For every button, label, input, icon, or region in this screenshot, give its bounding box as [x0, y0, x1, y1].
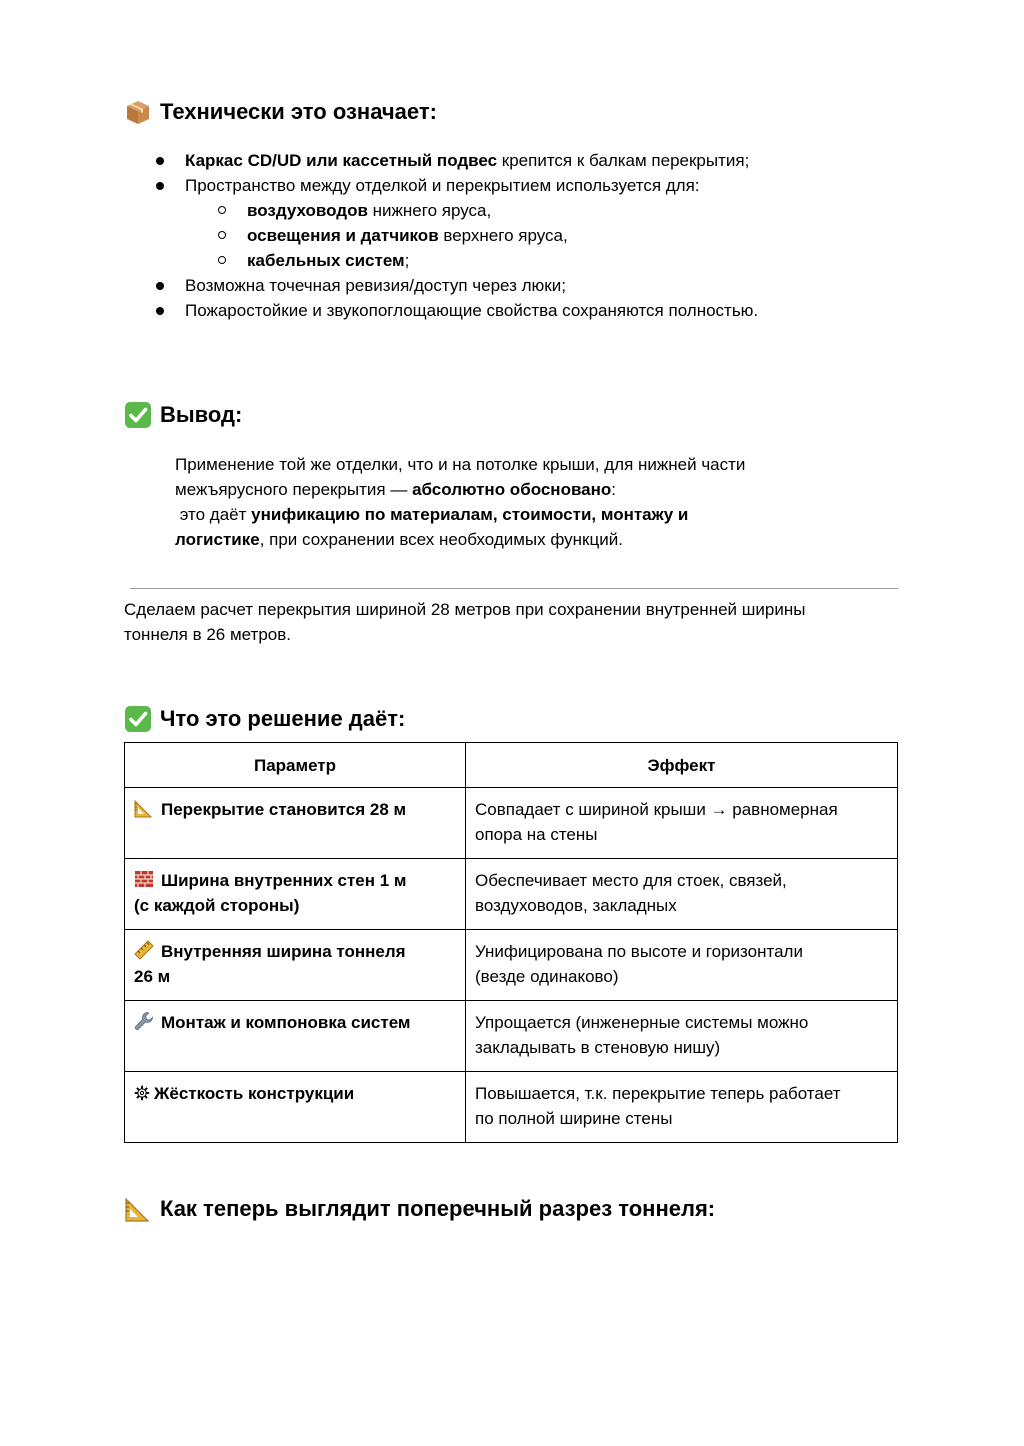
heading-cross-section [124, 1195, 715, 1223]
sub-list-item: освещения и датчиков верхнего яруса, [124, 223, 758, 248]
list-item: Пространство между отделкой и перекрытием используется для: [124, 173, 758, 198]
column-header-parameter: Параметр [125, 743, 466, 788]
table-row [125, 930, 898, 1001]
parameter-cell: Ширина внутренних стен 1 м (с каждой стороны) [125, 859, 466, 930]
effect-cell: Повышается, т.к. перекрытие теперь работает по полной ширине стены [466, 1072, 898, 1143]
conclusion-paragraph: Применение той же отделки, что и на потолке крыши, для нижней части межъярусного перекрытия — абсолютно обосновано: это даёт унификацию по материалам, стоимости, монтажу и логистике, при сохранении всех необходимых функций. [175, 455, 746, 549]
sub-list-item: кабельных систем; [124, 248, 758, 273]
effect-cell: Упрощается (инженерные системы можно закладывать в стеновую нишу) [466, 1001, 898, 1072]
triangular-ruler-icon [124, 1195, 152, 1223]
heading-conclusion [124, 401, 242, 429]
table-header-row [125, 743, 898, 788]
check-mark-icon [124, 401, 152, 429]
calculation-paragraph: Сделаем расчет перекрытия шириной 28 метров при сохранении внутренней ширины тоннеля в 26 метров. [124, 600, 806, 644]
table-row [125, 859, 898, 930]
technical-list [124, 148, 758, 323]
heading-technical-text: Технически это означает: [160, 99, 437, 124]
parameter-cell: Монтаж и компоновка систем [125, 1001, 466, 1072]
heading-cross-section-text: Как теперь выглядит поперечный разрез тоннеля: [160, 1196, 716, 1221]
parameter-cell: Жёсткость конструкции [125, 1072, 466, 1143]
table-row [125, 1072, 898, 1143]
parameter-cell: Перекрытие становится 28 м [125, 788, 466, 859]
table-row [125, 1001, 898, 1072]
heading-effects [124, 705, 405, 733]
list-item: Возможна точечная ревизия/доступ через люки; [124, 273, 758, 298]
straight-ruler-icon [134, 940, 154, 960]
sub-list-item: воздуховодов нижнего яруса, [124, 198, 758, 223]
heading-effects-text: Что это решение даёт: [160, 706, 406, 731]
check-mark-icon [124, 705, 152, 733]
list-item: Каркас CD/UD или кассетный подвес крепится к балкам перекрытия; [124, 148, 758, 173]
effects-table [124, 742, 898, 1143]
heading-conclusion-text: Вывод: [160, 402, 243, 427]
wrench-icon [134, 1011, 154, 1031]
table-row [125, 788, 898, 859]
gear-icon [134, 1085, 150, 1101]
column-header-effect: Эффект [466, 743, 898, 788]
horizontal-divider [130, 588, 898, 589]
heading-technical [124, 98, 437, 126]
effect-cell: Унифицирована по высоте и горизонтали (везде одинаково) [466, 930, 898, 1001]
package-icon [124, 98, 152, 126]
effect-cell: Совпадает с шириной крыши → равномерная опора на стены [466, 788, 898, 859]
triangular-ruler-icon [134, 798, 154, 818]
effect-cell: Обеспечивает место для стоек, связей, воздуховодов, закладных [466, 859, 898, 930]
parameter-cell: Внутренняя ширина тоннеля 26 м [125, 930, 466, 1001]
brick-icon [134, 869, 154, 889]
list-item: Пожаростойкие и звукопоглощающие свойства сохраняются полностью. [124, 298, 758, 323]
